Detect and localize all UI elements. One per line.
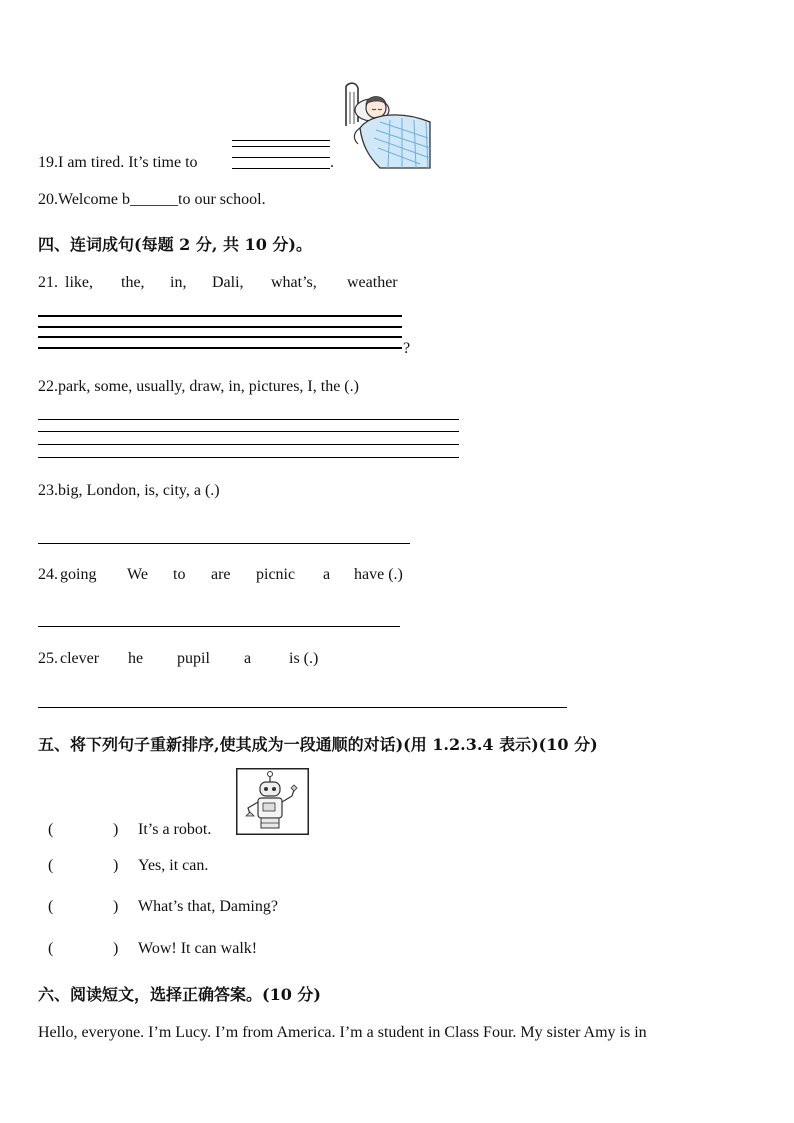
word: he <box>128 650 144 667</box>
word: weather <box>347 274 398 291</box>
question-19: 19.I am tired. It’s time to <box>38 154 198 171</box>
answer-paren-close: ) <box>113 898 119 915</box>
section-5-heading: 五、将下列句子重新排序,使其成为一段通顺的对话)(用 1.2.3.4 表示)(10 分) <box>38 735 598 754</box>
answer-line <box>38 315 402 317</box>
section-4-heading: 四、连词成句(每题 2 分, 共 10 分)。 <box>38 235 312 254</box>
question-25-number: 25. <box>38 650 58 667</box>
answer-line <box>38 347 402 349</box>
dialogue-line: It’s a robot. <box>138 821 212 838</box>
question-21-number: 21. <box>38 274 58 291</box>
answer-line <box>38 419 459 420</box>
answer-paren-open: ( <box>48 857 54 874</box>
dialogue-line: Wow! It can walk! <box>138 940 258 957</box>
answer-paren-open: ( <box>48 898 54 915</box>
word: a <box>323 566 331 583</box>
word: going <box>60 566 97 583</box>
question-20: 20.Welcome b______to our school. <box>38 191 266 208</box>
word: to <box>173 566 186 583</box>
question-21-mark: ? <box>403 340 411 357</box>
word: what’s, <box>271 274 317 291</box>
word: like, <box>65 274 93 291</box>
question-23: 23.big, London, is, city, a (.) <box>38 482 220 499</box>
word: clever <box>60 650 100 667</box>
robot-illustration <box>236 768 309 835</box>
word: pupil <box>177 650 210 667</box>
answer-paren-open: ( <box>48 940 54 957</box>
answer-line <box>232 157 330 158</box>
answer-line <box>38 457 459 458</box>
word: have (.) <box>354 566 403 583</box>
answer-paren-open: ( <box>48 821 54 838</box>
reading-passage: Hello, everyone. I’m Lucy. I’m from America. I’m a student in Class Four. My sister Amy is in <box>38 1024 647 1041</box>
dialogue-line: Yes, it can. <box>138 857 209 874</box>
word: in, <box>170 274 187 291</box>
word: Dali, <box>212 274 244 291</box>
answer-line <box>38 326 402 328</box>
answer-paren-close: ) <box>113 821 119 838</box>
answer-line <box>38 543 410 544</box>
question-19-period: . <box>330 154 334 171</box>
word: the, <box>121 274 145 291</box>
answer-line <box>38 336 402 338</box>
word: picnic <box>256 566 296 583</box>
answer-line <box>232 146 330 147</box>
word: are <box>211 566 231 583</box>
answer-line <box>38 626 400 627</box>
word: is (.) <box>289 650 319 667</box>
answer-paren-close: ) <box>113 940 119 957</box>
question-24-number: 24. <box>38 566 58 583</box>
sleeping-child-illustration <box>340 82 434 170</box>
answer-paren-close: ) <box>113 857 119 874</box>
word: a <box>244 650 252 667</box>
section-6-heading: 六、阅读短文，选择正确答案。(10 分) <box>38 985 321 1004</box>
question-22: 22.park, some, usually, draw, in, pictures, I, the (.) <box>38 378 359 395</box>
word: We <box>127 566 148 583</box>
answer-line <box>38 431 459 432</box>
dialogue-line: What’s that, Daming? <box>138 898 278 915</box>
answer-line <box>232 140 330 141</box>
answer-line <box>232 168 330 169</box>
answer-line <box>38 444 459 445</box>
answer-line <box>38 707 567 708</box>
